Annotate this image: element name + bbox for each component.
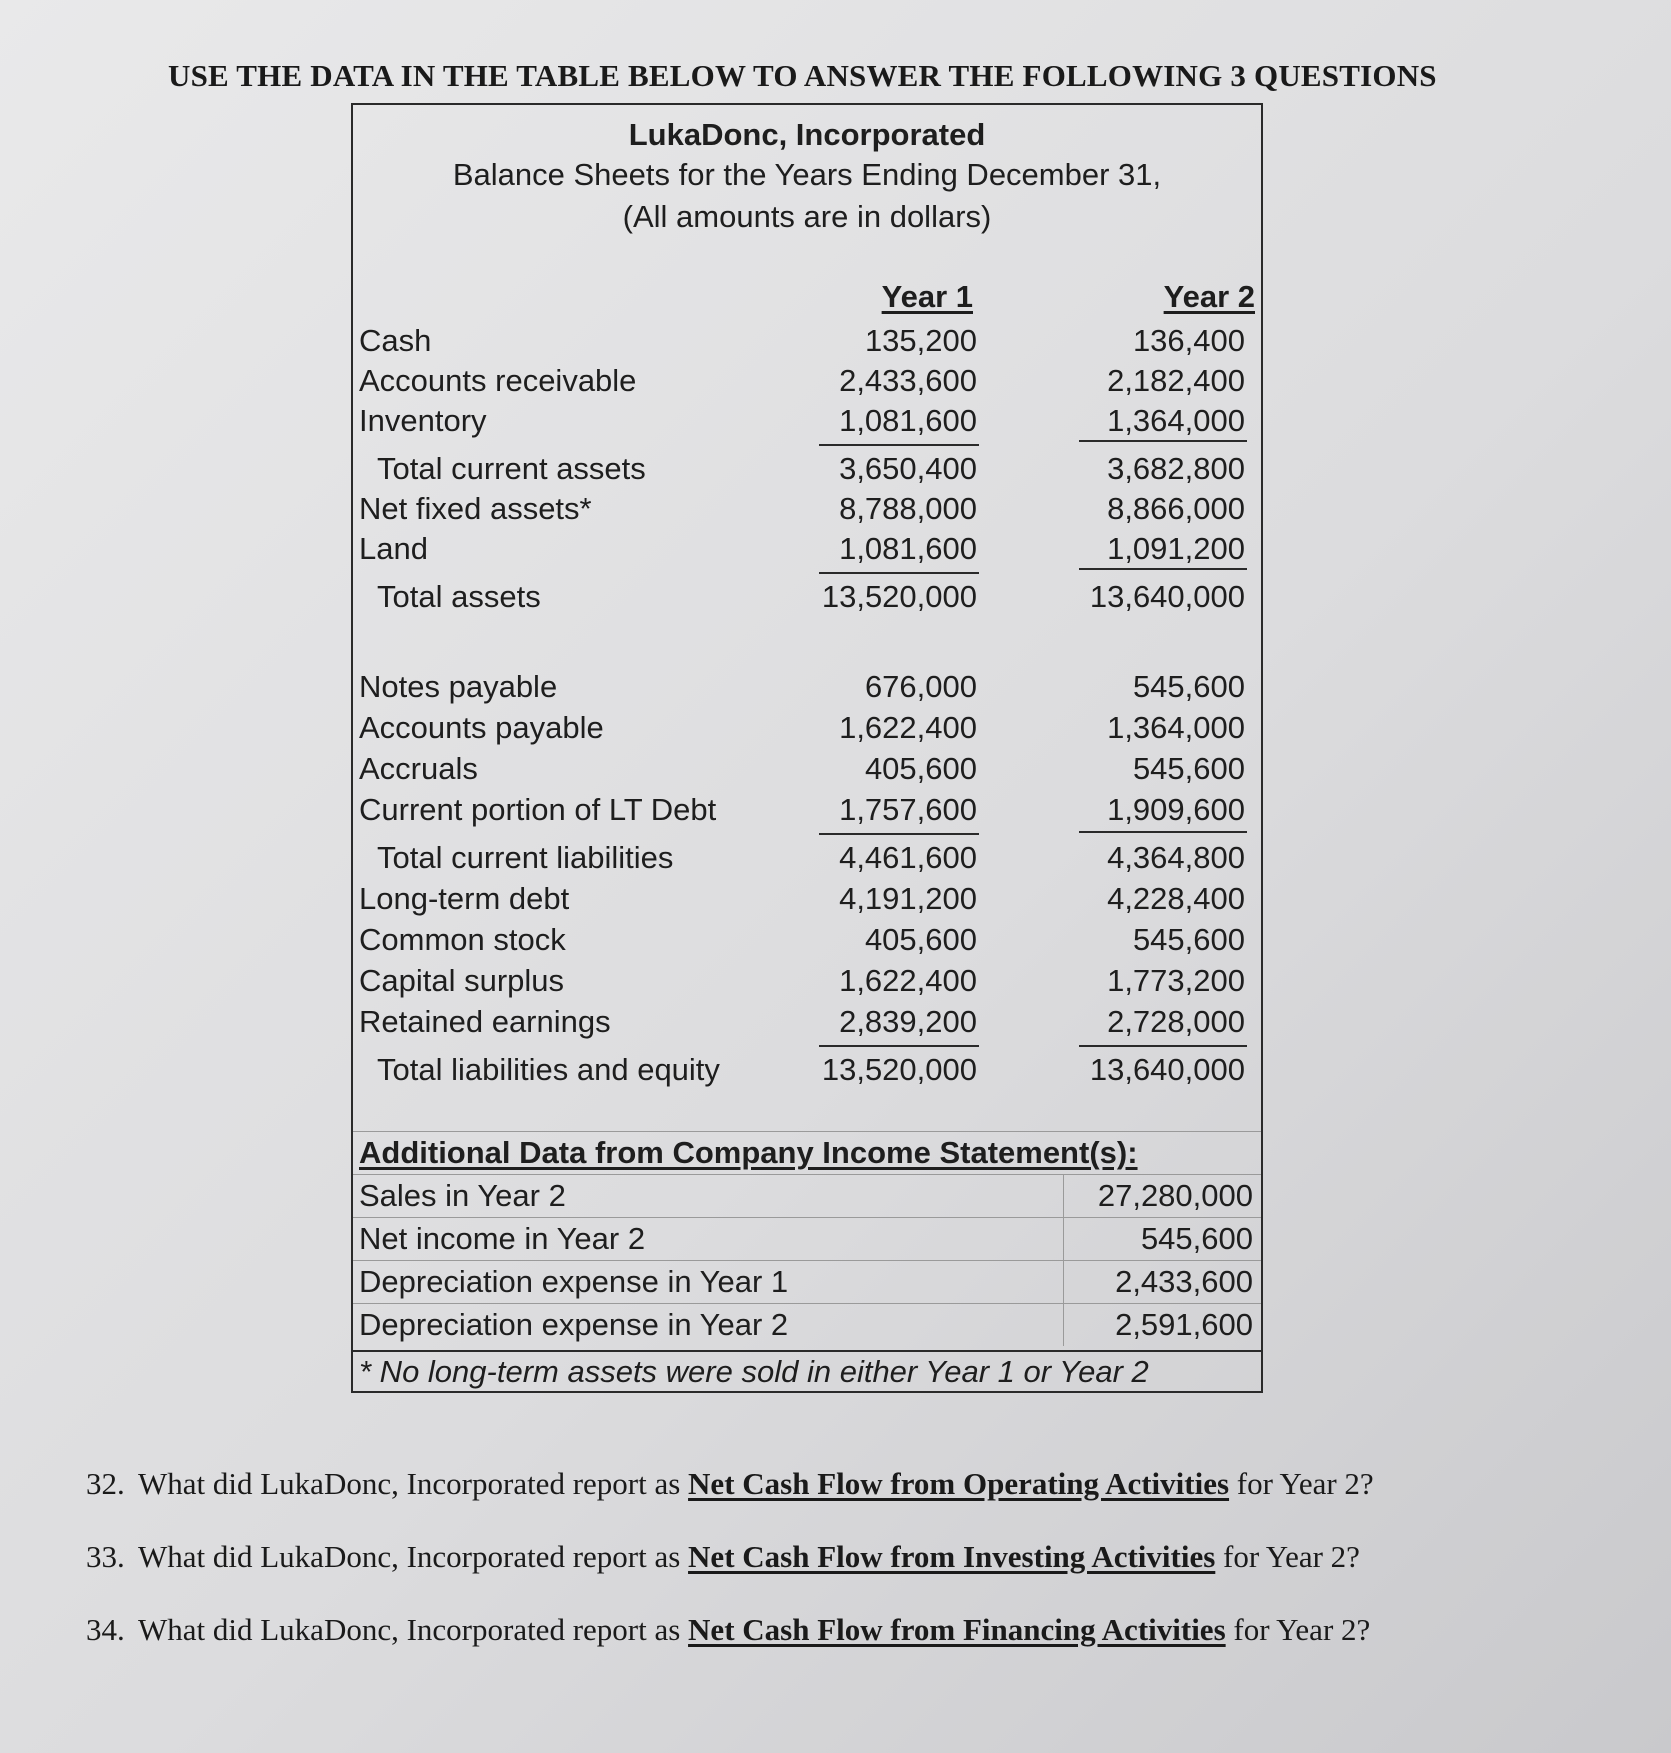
question-text-end: for Year 2? [1215, 1539, 1360, 1574]
table-row [353, 451, 1261, 491]
subtotal-rule [1079, 831, 1247, 833]
table-row [353, 323, 1261, 363]
table-subtitle: Balance Sheets for the Years Ending December 31, [452, 157, 1162, 192]
table-row [353, 922, 1261, 962]
company-name: LukaDonc, Incorporated [628, 117, 986, 152]
row-label: Retained earnings [359, 1004, 611, 1039]
year1-value: 13,520,000 [821, 1052, 977, 1087]
year2-value: 1,364,000 [1107, 710, 1245, 745]
question-text-end: for Year 2? [1225, 1612, 1371, 1647]
table-row [353, 881, 1261, 921]
column-divider [1063, 1261, 1064, 1303]
table-row [353, 1261, 1261, 1304]
column-divider [1063, 1218, 1064, 1260]
units-note: (All amounts are in dollars) [622, 199, 992, 234]
year1-value: 405,600 [864, 922, 977, 957]
table-row [353, 840, 1261, 880]
question-text: What did LukaDonc, Incorporated report as [138, 1539, 689, 1574]
subtotal-rule [1079, 1045, 1247, 1047]
question-text-end: for Year 2? [1229, 1466, 1374, 1501]
footnote: * No long-term assets were sold in either Year 1 or Year 2 [353, 1350, 1261, 1393]
year2-value: 8,866,000 [1107, 491, 1245, 526]
subtotal-rule [819, 444, 979, 446]
year2-value: 3,682,800 [1107, 451, 1245, 486]
additional-data-title: Additional Data from Company Income Statement(s): [353, 1132, 1261, 1175]
row-label: Sales in Year 2 [359, 1178, 566, 1213]
row-label: Total liabilities and equity [377, 1052, 720, 1087]
row-value: 2,591,600 [1115, 1307, 1253, 1342]
year1-value: 1,622,400 [839, 710, 977, 745]
row-label: Notes payable [359, 669, 558, 704]
row-label: Cash [359, 323, 432, 358]
year2-value: 545,600 [1132, 669, 1245, 704]
year2-value: 1,091,200 [1107, 531, 1245, 566]
year2-value: 1,773,200 [1107, 963, 1245, 998]
column-divider [1063, 1304, 1064, 1346]
year1-value: 1,081,600 [839, 531, 977, 566]
table-row [353, 579, 1261, 619]
year2-value: 545,600 [1132, 922, 1245, 957]
row-label: Accounts receivable [359, 363, 637, 398]
table-row [353, 1052, 1261, 1092]
row-value: 27,280,000 [1097, 1178, 1253, 1213]
table-row [353, 1004, 1261, 1044]
year2-header: Year 2 [1163, 279, 1255, 314]
row-label: Accruals [359, 751, 478, 786]
row-label: Long-term debt [359, 881, 570, 916]
table-row [353, 403, 1261, 443]
year1-value: 4,191,200 [839, 881, 977, 916]
row-label: Depreciation expense in Year 2 [359, 1307, 789, 1342]
question-list [86, 1466, 1374, 1685]
subtotal-rule [1079, 440, 1247, 442]
table-row [353, 669, 1261, 709]
year2-value: 13,640,000 [1089, 1052, 1245, 1087]
row-label: Common stock [359, 922, 566, 957]
question-item [86, 1612, 1374, 1685]
table-row [353, 1175, 1261, 1218]
table-row [353, 363, 1261, 403]
row-label: Total assets [377, 579, 541, 614]
year2-value: 1,364,000 [1107, 403, 1245, 438]
row-label: Depreciation expense in Year 1 [359, 1264, 789, 1299]
question-text: What did LukaDonc, Incorporated report as [138, 1612, 689, 1647]
additional-data-section [353, 1131, 1261, 1346]
question-item [86, 1466, 1374, 1539]
row-value: 545,600 [1140, 1221, 1253, 1256]
column-divider [1063, 1175, 1064, 1217]
table-row [353, 1218, 1261, 1261]
question-item [86, 1539, 1374, 1612]
row-label: Total current liabilities [377, 840, 674, 875]
year1-value: 4,461,600 [839, 840, 977, 875]
subtotal-rule [819, 1045, 979, 1047]
row-label: Land [359, 531, 428, 566]
year1-value: 1,622,400 [839, 963, 977, 998]
year1-value: 1,757,600 [839, 792, 977, 827]
question-text: What did LukaDonc, Incorporated report as [138, 1466, 689, 1501]
year2-value: 2,728,000 [1107, 1004, 1245, 1039]
year2-value: 545,600 [1132, 751, 1245, 786]
table-row [353, 710, 1261, 750]
year1-value: 2,433,600 [839, 363, 977, 398]
page-heading: USE THE DATA IN THE TABLE BELOW TO ANSWER THE FOLLOWING 3 QUESTIONS [168, 58, 1437, 93]
year1-value: 676,000 [864, 669, 977, 704]
year1-value: 405,600 [864, 751, 977, 786]
year2-value: 1,909,600 [1107, 792, 1245, 827]
year1-value: 13,520,000 [821, 579, 977, 614]
row-label: Accounts payable [359, 710, 604, 745]
subtotal-rule [1079, 568, 1247, 570]
year1-header: Year 1 [881, 279, 973, 314]
question-number: 34. [86, 1612, 125, 1647]
year2-value: 4,228,400 [1107, 881, 1245, 916]
year1-value: 2,839,200 [839, 1004, 977, 1039]
year1-value: 3,650,400 [839, 451, 977, 486]
row-value: 2,433,600 [1115, 1264, 1253, 1299]
year1-value: 1,081,600 [839, 403, 977, 438]
year1-value: 135,200 [864, 323, 977, 358]
row-label: Total current assets [377, 451, 646, 486]
subtotal-rule [819, 572, 979, 574]
row-label: Net fixed assets* [359, 491, 592, 526]
subtotal-rule [819, 833, 979, 835]
year2-value: 4,364,800 [1107, 840, 1245, 875]
balance-sheet-table [351, 103, 1263, 1393]
year2-value: 2,182,400 [1107, 363, 1245, 398]
question-emphasis: Net Cash Flow from Financing Activities [688, 1612, 1226, 1647]
table-row [353, 792, 1261, 832]
table-row [353, 491, 1261, 531]
question-number: 32. [86, 1466, 125, 1501]
question-emphasis: Net Cash Flow from Investing Activities [688, 1539, 1216, 1574]
row-label: Net income in Year 2 [359, 1221, 646, 1256]
table-row [353, 1304, 1261, 1346]
year2-value: 13,640,000 [1089, 579, 1245, 614]
row-label: Inventory [359, 403, 487, 438]
row-label: Capital surplus [359, 963, 565, 998]
question-number: 33. [86, 1539, 125, 1574]
table-row [353, 963, 1261, 1003]
year1-value: 8,788,000 [839, 491, 977, 526]
year2-value: 136,400 [1132, 323, 1245, 358]
row-label: Current portion of LT Debt [359, 792, 717, 827]
table-row [353, 751, 1261, 791]
table-row [353, 531, 1261, 571]
question-emphasis: Net Cash Flow from Operating Activities [688, 1466, 1230, 1501]
